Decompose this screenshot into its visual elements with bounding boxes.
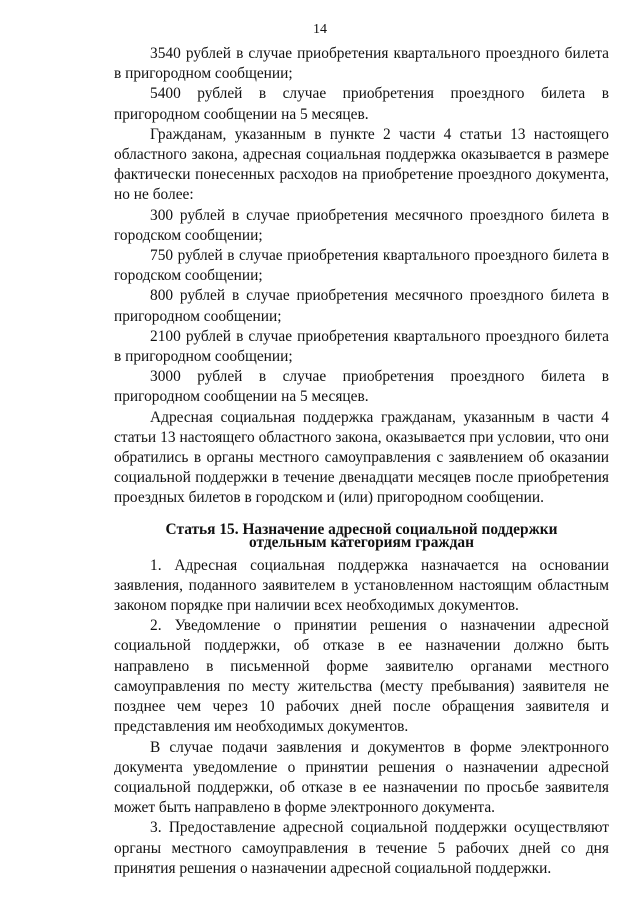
paragraph: 5400 рублей в случае приобретения проездного билета в пригородном сообщении на 5 месяцев. bbox=[114, 85, 609, 123]
paragraph: 3. Предоставление адресной социальной поддержки осуществляют органы местного самоуправления в течение 5 рабочих дней со дня принятия решения о назначении адресной социальной поддержки. bbox=[114, 819, 609, 877]
paragraph: 2100 рублей в случае приобретения квартального проездного билета в пригородном сообщении; bbox=[114, 327, 609, 366]
article-heading-line: отдельным категориям граждан bbox=[249, 534, 474, 552]
page-number: 14 bbox=[313, 22, 327, 37]
document-body bbox=[114, 44, 609, 879]
paragraph: 750 рублей в случае приобретения квартального проездного билета в городском сообщении; bbox=[114, 247, 609, 285]
paragraph: В случае подачи заявления и документов в форме электронного документа уведомление о принятии решения о назначении адресной социальной поддержки, об отказе в ее назначении по просьбе заявителя может быть направлено в форме электронного документа. bbox=[114, 738, 609, 817]
paragraph: 1. Адресная социальная поддержка назначается на основании заявления, поданного заявителем в установленном настоящим областным законом порядке при наличии всех необходимых документов. bbox=[114, 556, 609, 615]
paragraph: 3000 рублей в случае приобретения проездного билета в пригородном сообщении на 5 месяцев. bbox=[114, 368, 609, 406]
paragraph: 800 рублей в случае приобретения месячного проездного билета в пригородном сообщении; bbox=[114, 287, 609, 325]
article-heading-line: Статья 15. Назначение адресной социальной поддержки bbox=[165, 520, 558, 538]
paragraph: 3540 рублей в случае приобретения квартального проездного билета в пригородном сообщении; bbox=[114, 45, 609, 83]
article-heading bbox=[114, 520, 609, 556]
paragraph: Гражданам, указанным в пункте 2 части 4 статьи 13 настоящего областного закона, адресная социальная поддержка оказывается в размере фактически понесенных расходов на приобретение проездного документа, но не более: bbox=[114, 125, 609, 204]
paragraph: 2. Уведомление о принятии решения о назначении адресной социальной поддержки, об отказе в ее назначении должно быть направлено в письменной форме заявителю органами местного самоуправления по месту жительства (месту пребывания) заявителя не позднее чем через 10 рабочих дней после обращения заявителя и представления им необходимых документов. bbox=[114, 617, 609, 736]
paragraph: Адресная социальная поддержка гражданам, указанным в части 4 статьи 13 настоящего областного закона, оказывается при условии, что они обратились в органы местного самоуправления с заявлением об оказании социальной поддержки в течение двенадцати месяцев после приобретения проездных билетов в городском и (или) пригородном сообщении. bbox=[114, 408, 609, 507]
paragraph: 300 рублей в случае приобретения месячного проездного билета в городском сообщении; bbox=[114, 206, 609, 244]
